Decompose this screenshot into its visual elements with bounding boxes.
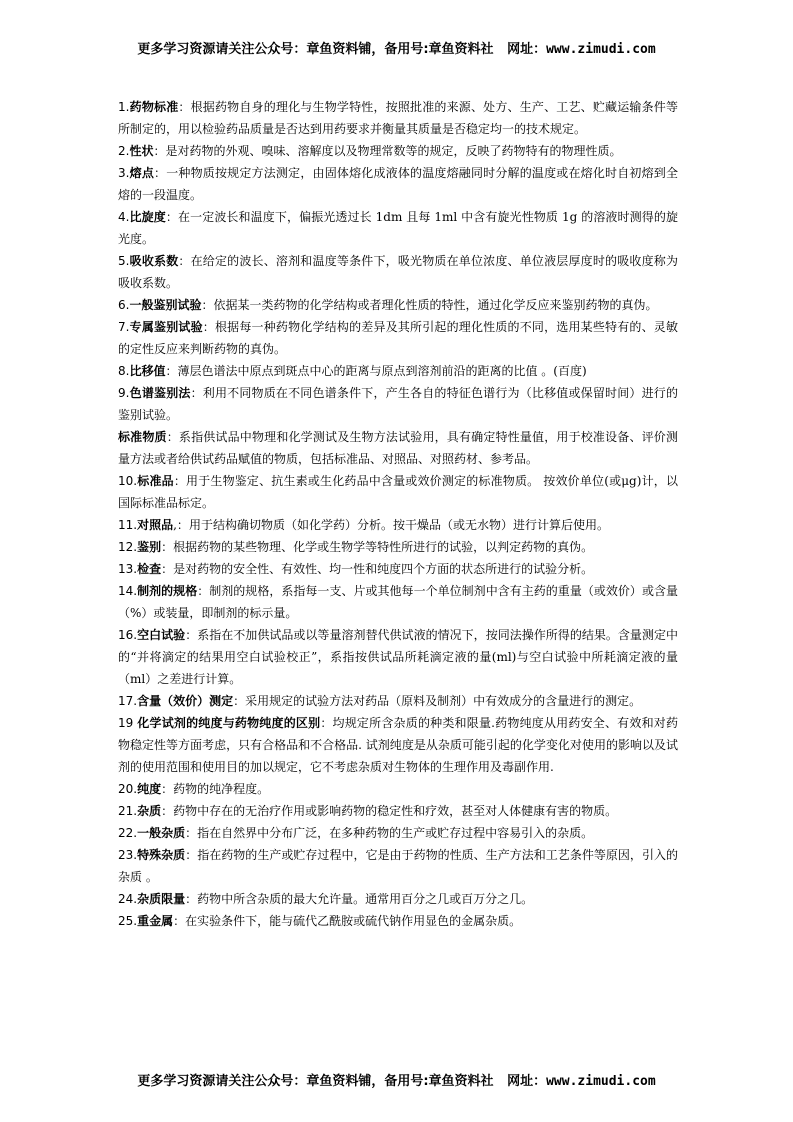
entry-separator: ： xyxy=(161,540,174,554)
entry-definition: 一种物质按规定方法测定，由固体熔化成液体的温度熔融同时分解的温度或在熔化时自初熔到全熔的一段温度。 xyxy=(118,166,678,202)
entry-term: 纯度 xyxy=(137,782,162,796)
entry-separator: ： xyxy=(153,144,166,158)
entry-definition: 指在药物的生产或贮存过程中，它是由于药物的性质、生产方法和工艺条件等原因，引入的杂质 。 xyxy=(118,848,678,884)
entry-term: 药物标准 xyxy=(129,100,179,114)
entry-term: 标准品 xyxy=(137,474,174,488)
entry-separator: ： xyxy=(190,386,203,400)
entry-number: 6. xyxy=(118,298,130,312)
entry-separator: ,： xyxy=(173,518,189,532)
entry-term: 一般鉴别试验 xyxy=(129,298,202,312)
header-url: www.zimudi.com xyxy=(546,42,656,57)
entry-separator: ： xyxy=(178,100,191,114)
entry-number: 12. xyxy=(118,540,138,554)
entry-number: 25. xyxy=(118,914,138,928)
entry-definition: 依据某一类药物的化学结构或者理化性质的特性，通过化学反应来鉴别药物的真伪。 xyxy=(213,298,658,312)
footer-text: 更多学习资源请关注公众号：章鱼资料铺，备用号:章鱼资料社 xyxy=(137,1074,494,1089)
entry-term: 化学试剂的纯度与药物纯度的区别 xyxy=(137,716,321,730)
entry-term: 制剂的规格 xyxy=(137,584,198,598)
entry-number: 14. xyxy=(118,584,138,598)
glossary-entry xyxy=(118,536,678,558)
entry-definition: 薄层色谱法中原点到斑点中心的距离与原点到溶剂前沿的距离的比值 。(百度) xyxy=(177,364,587,378)
entry-number: 17. xyxy=(118,694,138,708)
entry-definition: 用于结构确切物质（如化学药）分析。按干燥品（或无水物）进行计算后使用。 xyxy=(188,518,609,532)
entry-definition: 根据药物的某些物理、化学或生物学等特性所进行的试验，以判定药物的真伪。 xyxy=(173,540,594,554)
glossary-content xyxy=(118,96,678,932)
entry-definition: 药物中所含杂质的最大允许量。通常用百分之几或百万分之几。 xyxy=(197,892,534,906)
header-url-label: 网址： xyxy=(507,42,547,57)
entry-term: 一般杂质 xyxy=(137,826,186,840)
entry-definition: 制剂的规格，系指每一支、片或其他每一个单位制剂中含有主药的重量（或效价）或含量（%）或装量，即制剂的标示量。 xyxy=(118,584,678,620)
entry-number: 22. xyxy=(118,826,138,840)
entry-term: 空白试验 xyxy=(137,628,186,642)
entry-separator: ： xyxy=(161,782,174,796)
glossary-entry xyxy=(118,822,678,844)
glossary-entry xyxy=(118,888,678,910)
entry-separator: ： xyxy=(154,166,167,180)
glossary-entry xyxy=(118,690,678,712)
entry-separator: ： xyxy=(173,914,186,928)
entry-definition: 根据药物自身的理化与生物学特性，按照批准的来源、处方、生产、工艺、贮藏运输条件等所制定的，用以检验药品质量是否达到用药要求并衡量其质量是否稳定均一的技术规定。 xyxy=(118,100,678,136)
entry-separator: ： xyxy=(185,892,198,906)
entry-number: 10. xyxy=(118,474,138,488)
glossary-entry xyxy=(118,514,678,536)
entry-definition: 用于生物鉴定、抗生素或生化药品中含量或效价测定的标准物质。 按效价单位(或μg)计，以国际标准品标定。 xyxy=(118,474,678,510)
entry-number: 20. xyxy=(118,782,138,796)
glossary-entry xyxy=(118,712,678,778)
glossary-entry xyxy=(118,910,678,932)
page-header xyxy=(0,38,793,57)
glossary-entry xyxy=(118,624,678,690)
page-footer xyxy=(0,1070,793,1089)
entry-separator: ： xyxy=(173,474,187,488)
glossary-entry xyxy=(118,96,678,140)
entry-separator: ： xyxy=(202,320,215,334)
entry-separator: ： xyxy=(201,298,214,312)
entry-number: 16. xyxy=(118,628,138,642)
glossary-entry xyxy=(118,558,678,580)
entry-definition: 是对药物的安全性、有效性、均一性和纯度四个方面的状态所进行的试验分析。 xyxy=(173,562,594,576)
entry-number: 9. xyxy=(118,386,130,400)
entry-definition: 在给定的波长、溶剂和温度等条件下，吸光物质在单位浓度、单位液层厚度时的吸收度称为吸收系数。 xyxy=(118,254,678,290)
entry-definition: 系指在不加供试品或以等量溶剂替代供试液的情况下，按同法操作所得的结果。含量测定中的“并将滴定的结果用空白试验校正”，系指按供试品所耗滴定液的量(ml)与空白试验中所耗滴定液的量（ml）之差进行计算。 xyxy=(118,628,678,686)
entry-separator: ： xyxy=(185,826,198,840)
entry-term: 标准物质 xyxy=(118,430,167,444)
entry-number: 24. xyxy=(118,892,138,906)
glossary-entry xyxy=(118,162,678,206)
entry-separator: ： xyxy=(165,364,178,378)
entry-term: 特殊杂质 xyxy=(137,848,186,862)
entry-term: 比旋度 xyxy=(129,210,166,224)
footer-url-label: 网址： xyxy=(507,1074,547,1089)
entry-term: 熔点 xyxy=(129,166,155,180)
entry-definition: 根据每一种药物化学结构的差异及其所引起的理化性质的不同，选用某些特有的、灵敏的定性反应来判断药物的真伪。 xyxy=(118,320,678,356)
glossary-entry xyxy=(118,800,678,822)
entry-number: 8. xyxy=(118,364,130,378)
glossary-entry xyxy=(118,206,678,250)
glossary-entry xyxy=(118,844,678,888)
entry-definition: 药物中存在的无治疗作用或影响药物的稳定性和疗效，甚至对人体健康有害的物质。 xyxy=(173,804,618,818)
glossary-entry xyxy=(118,470,678,514)
entry-separator: ： xyxy=(165,210,178,224)
entry-separator: ： xyxy=(166,430,179,444)
entry-separator: ： xyxy=(178,254,191,268)
entry-term: 重金属 xyxy=(137,914,174,928)
entry-definition: 在实验条件下，能与硫代乙酰胺或硫代钠作用显色的金属杂质。 xyxy=(185,914,522,928)
entry-term: 鉴别 xyxy=(137,540,162,554)
entry-term: 杂质 xyxy=(137,804,162,818)
entry-number: 1. xyxy=(118,100,130,114)
entry-definition: 均规定所含杂质的种类和限量.药物纯度从用药安全、有效和对药物稳定性等方面考虑，只有合格品和不合格品. 试剂纯度是从杂质可能引起的化学变化对使用的影响以及试剂的使用范围和使用目的加以规定，它不考虑杂质对生物体的生理作用及毒副作用. xyxy=(118,716,678,774)
glossary-entry xyxy=(118,426,678,470)
entry-term: 杂质限量 xyxy=(137,892,186,906)
entry-number: 5. xyxy=(118,254,130,268)
entry-number: 3. xyxy=(118,166,130,180)
glossary-entry xyxy=(118,778,678,800)
glossary-entry xyxy=(118,294,678,316)
entry-definition: 指在自然界中分布广泛，在多种药物的生产或贮存过程中容易引入的杂质。 xyxy=(197,826,594,840)
glossary-entry xyxy=(118,140,678,162)
glossary-entry xyxy=(118,316,678,360)
entry-separator: ： xyxy=(161,562,174,576)
entry-separator: ： xyxy=(161,804,174,818)
entry-definition: 利用不同物质在不同色谱条件下，产生各自的特征色谱行为（比移值或保留时间）进行的鉴别试验。 xyxy=(118,386,678,422)
glossary-entry xyxy=(118,360,678,382)
entry-term: 色谱鉴别法 xyxy=(129,386,191,400)
entry-definition: 系指供试品中物理和化学测试及生物方法试验用，具有确定特性量值，用于校准设备、评价测量方法或者给供试药品赋值的物质，包括标准品、对照品、对照药材、参考品。 xyxy=(118,430,678,466)
entry-number: 23. xyxy=(118,848,138,862)
entry-number: 13. xyxy=(118,562,138,576)
footer-url: www.zimudi.com xyxy=(546,1074,656,1089)
entry-definition: 是对药物的外观、嗅味、溶解度以及物理常数等的规定，反映了药物特有的物理性质。 xyxy=(165,144,622,158)
entry-number: 11. xyxy=(118,518,138,532)
entry-term: 对照品 xyxy=(137,518,174,532)
entry-definition: 在一定波长和温度下，偏振光透过长 1dm 且每 1ml 中含有旋光性物质 1g 的溶液时测得的旋光度。 xyxy=(118,210,678,246)
entry-term: 专属鉴别试验 xyxy=(129,320,203,334)
glossary-entry xyxy=(118,580,678,624)
entry-number: 4. xyxy=(118,210,130,224)
entry-separator: ： xyxy=(185,848,198,862)
entry-separator: ： xyxy=(320,716,333,730)
entry-definition: 药物的纯净程度。 xyxy=(173,782,270,796)
entry-number: 7. xyxy=(118,320,130,334)
entry-definition: 采用规定的试验方法对药品（原料及制剂）中有效成分的含量进行的测定。 xyxy=(245,694,642,708)
entry-term: 性状 xyxy=(129,144,154,158)
entry-separator: ： xyxy=(233,694,246,708)
entry-term: 含量（效价）测定 xyxy=(137,694,234,708)
entry-separator: ： xyxy=(185,628,198,642)
glossary-entry xyxy=(118,382,678,426)
entry-number: 19 xyxy=(118,716,138,730)
entry-separator: ： xyxy=(197,584,210,598)
entry-term: 检查 xyxy=(137,562,162,576)
glossary-entry xyxy=(118,250,678,294)
header-text: 更多学习资源请关注公众号：章鱼资料铺，备用号:章鱼资料社 xyxy=(137,42,494,57)
entry-number: 2. xyxy=(118,144,130,158)
entry-term: 吸收系数 xyxy=(129,254,179,268)
entry-number: 21. xyxy=(118,804,138,818)
entry-term: 比移值 xyxy=(129,364,166,378)
